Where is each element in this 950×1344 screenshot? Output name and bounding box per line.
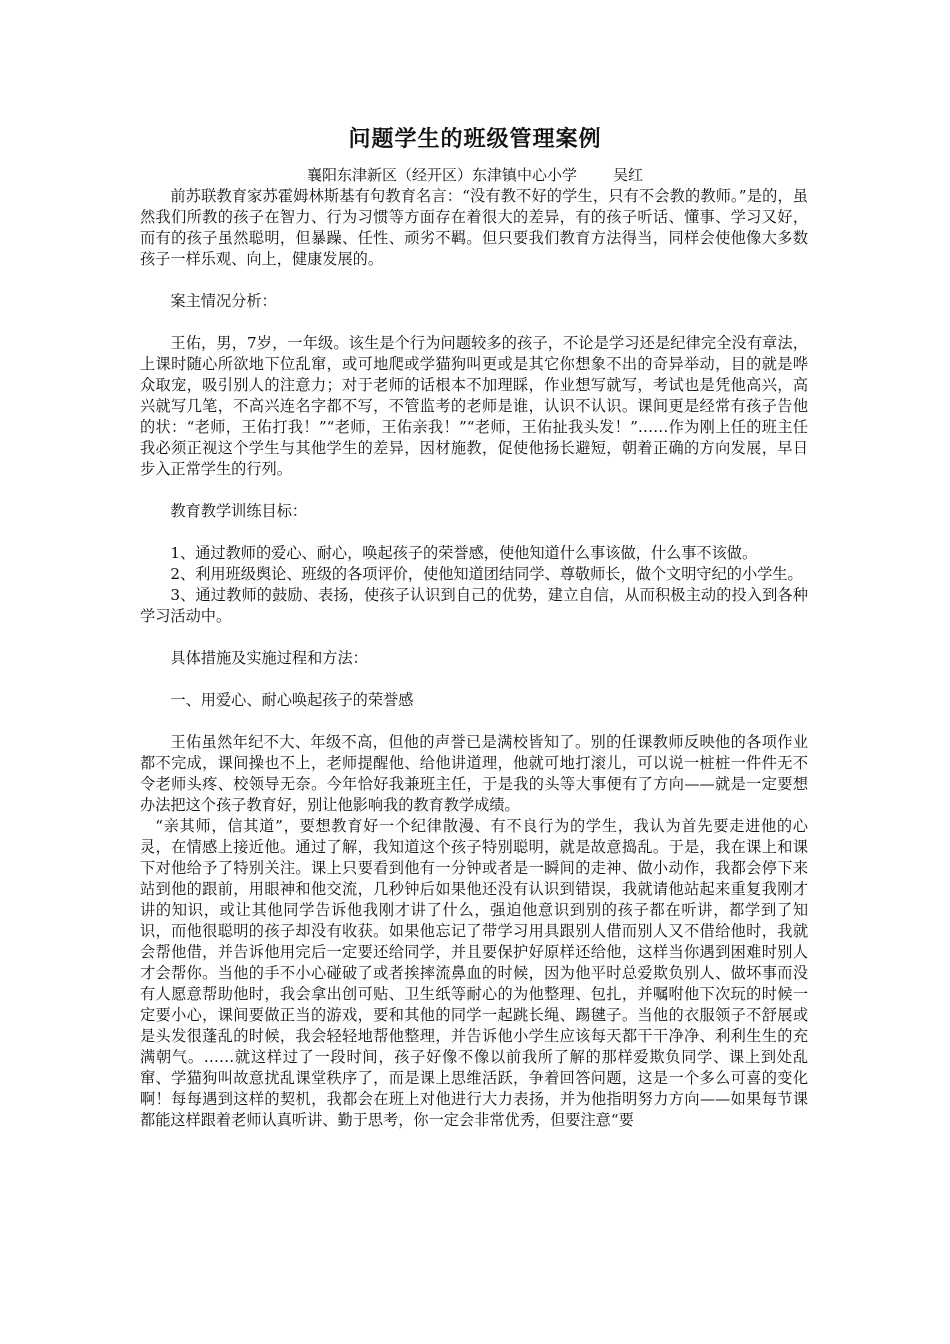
case-analysis-paragraph: 王佑，男，7岁，一年级。该生是个行为问题较多的孩子，不论是学习还是纪律完全没有章法，上课时随心所欲地下位乱窜，或可地爬或学猫狗叫更或是其它你想象不出的奇异举动，目的就是哗众取宠，吸引别人的注意力；对于老师的话根本不加理睬，作业想写就写，考试也是凭他高兴，高兴就写几笔，不高兴连名字都不写，不管监考的老师是谁，认识不认识。课间更是经常有孩子告他的状：“老师，王佑打我！”“老师，王佑亲我！”“老师，王佑扯我头发！”……作为刚上任的班主任我必须正视这个学生与其他学生的差异，因材施教，促使他扬长避短，朝着正确的方向发展，早日步入正常学生的行列。 (140, 334, 808, 478)
goal-item: 3、通过教师的鼓励、表扬，使孩子认识到自己的优势，建立自信，从而积极主动的投入到各种学习活动中。 (140, 586, 808, 625)
intro-paragraph: 前苏联教育家苏霍姆林斯基有句教育名言：“没有教不好的学生，只有不会教的教师。”是的，虽然我们所教的孩子在智力、行为习惯等方面存在着很大的差异，有的孩子听话、懂事、学习又好，而有的孩子虽然聪明，但暴躁、任性、顽劣不羁。但只要我们教育方法得当，同样会使他像大多数孩子一样乐观、向上，健康发展的。 (140, 187, 808, 268)
document-title: 问题学生的班级管理案例 (348, 127, 602, 152)
section-heading-case-analysis: 案主情况分析： (170, 292, 277, 310)
goal-item: 2、利用班级舆论、班级的各项评价，使他知道团结同学、尊敬师长，做个文明守纪的小学生。 (170, 565, 803, 583)
author-line (0, 165, 950, 185)
document-body (140, 186, 808, 1131)
goal-item: 1、通过教师的爱心、耐心，唤起孩子的荣誉感，使他知道什么事该做，什么事不该做。 (170, 544, 758, 562)
subsection-heading-love-patience: 一、用爱心、耐心唤起孩子的荣誉感 (170, 691, 414, 709)
body-paragraph: “亲其师，信其道”，要想教育好一个纪律散漫、有不良行为的学生，我认为首先要走进他的心灵，在情感上接近他。通过了解，我知道这个孩子特别聪明，就是故意捣乱。于是，我在课上和课下对他给予了特别关注。课上只要看到他有一分钟或者是一瞬间的走神、做小动作，我都会停下来站到他的跟前，用眼神和他交流，几秒钟后如果他还没有认识到错误，我就请他站起来重复我刚才讲的知识，或让其他同学告诉他我刚才讲了什么，强迫他意识到别的孩子都在听讲，都学到了知识，而他很聪明的孩子却没有收获。如果他忘记了带学习用具跟别人借而别人又不借给他时，我就会帮他借，并告诉他用完后一定要还给同学，并且要保护好原样还给他，这样当你遇到困难时别人才会帮你。当他的手不小心碰破了或者挨摔流鼻血的时候，因为他平时总爱欺负别人、做坏事而没有人愿意帮助他时，我会拿出创可贴、卫生纸等耐心的为他整理、包扎，并嘱咐他下次玩的时候一定要小心，课间要做正当的游戏，要和其他的同学一起跳长绳、踢毽子。当他的衣服领子不舒展或是头发很蓬乱的时候，我会轻轻地帮他整理，并告诉他小学生应该每天都干干净净、利利生生的充满朝气。……就这样过了一段时间，孩子好像不像以前我所了解的那样爱欺负同学、课上到处乱窜、学猫狗叫故意扰乱课堂秩序了，而是课上思维活跃，争着回答问题，这是一个多么可喜的变化啊！每每遇到这样的契机，我都会在班上对他进行大力表扬，并为他指明努力方向——如果每节课都能这样跟着老师认真听讲、勤于思考，你一定会非常优秀，但要注意“要 (140, 817, 808, 1129)
section-heading-measures: 具体措施及实施过程和方法： (170, 649, 368, 667)
section-heading-goals: 教育教学训练目标： (170, 502, 308, 520)
author-school: 襄阳东津新区（经开区）东津镇中心小学 (306, 166, 577, 184)
author-name: 吴红 (613, 166, 644, 184)
body-paragraph: 王佑虽然年纪不大、年级不高，但他的声誉已是满校皆知了。别的任课教师反映他的各项作业都不完成，课间操也不上，老师提醒他、给他讲道理，他就可地打滚儿，可以说一桩桩一件件无不令老师头疼、校领导无奈。今年恰好我兼班主任，于是我的头等大事便有了方向——就是一定要想办法把这个孩子教育好，别让他影响我的教育教学成绩。 (140, 733, 808, 814)
